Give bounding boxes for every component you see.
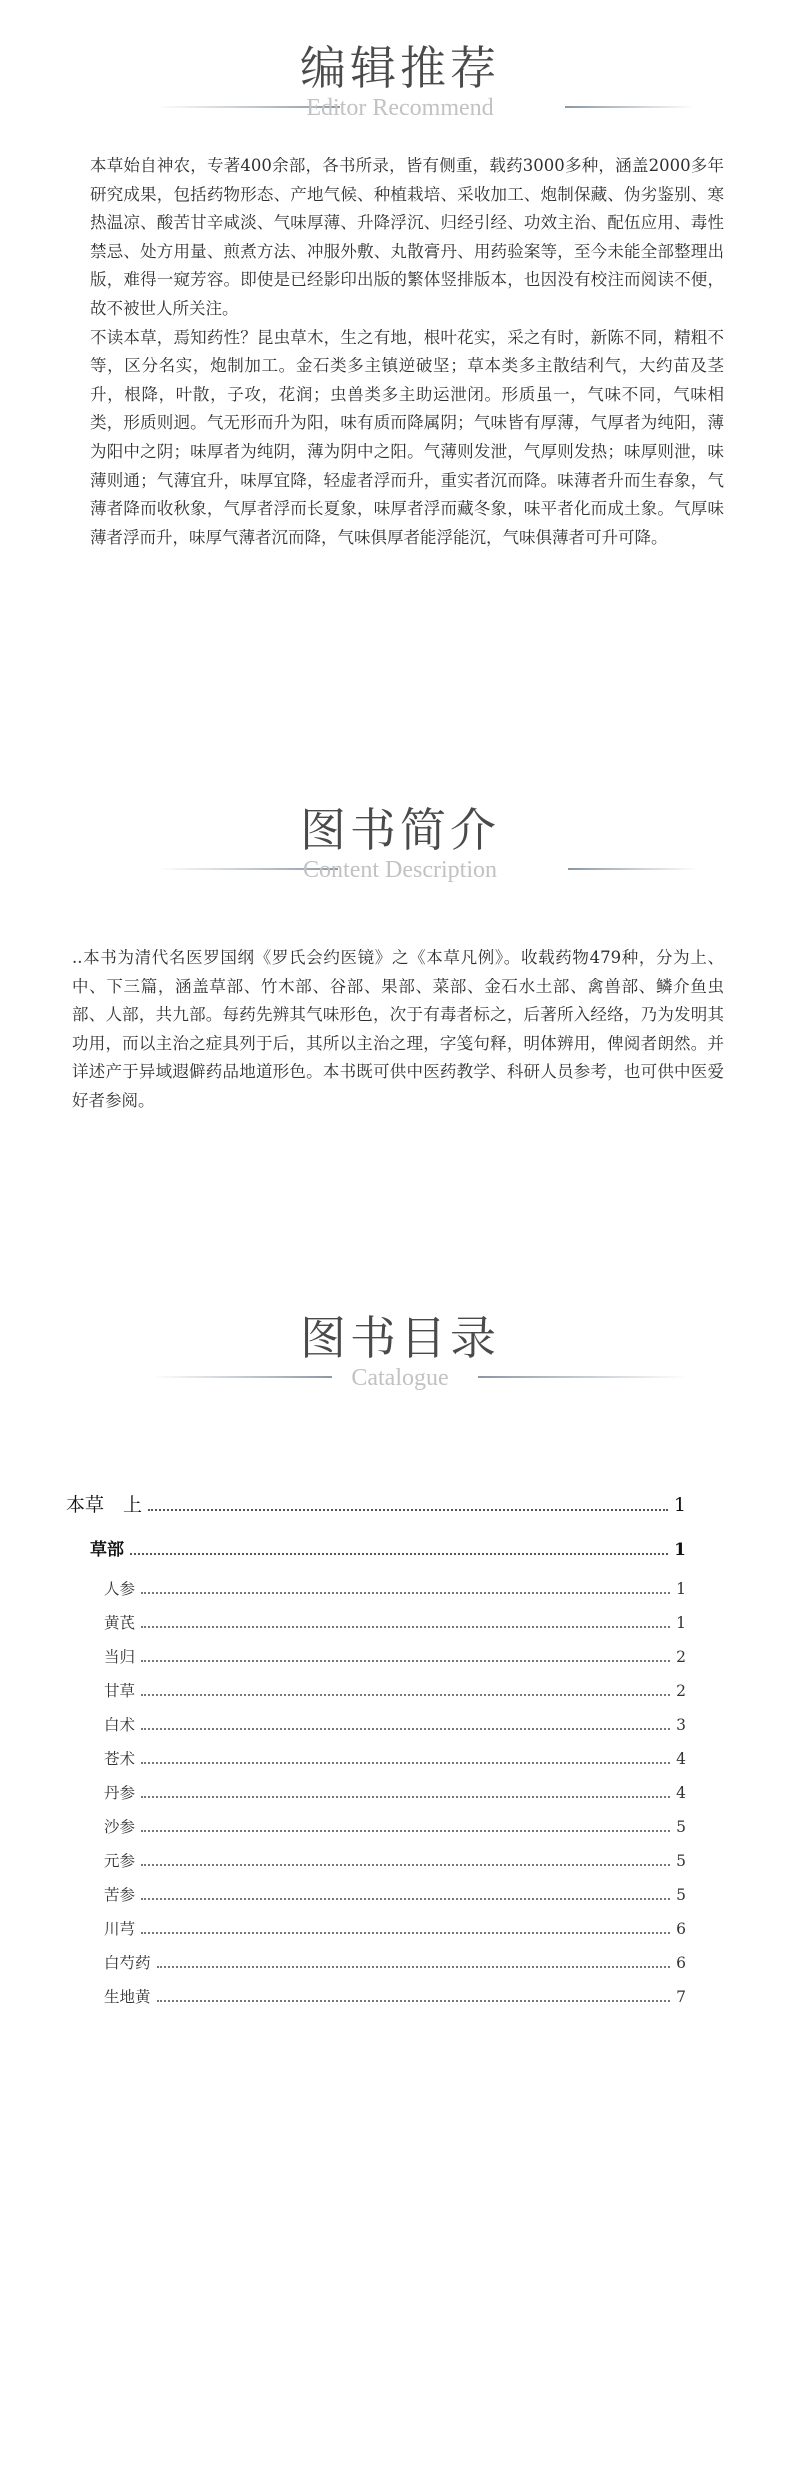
toc-entry-page: 2 (676, 1648, 686, 1666)
toc-leader-dots (148, 1509, 668, 1511)
toc-entry-title: 黄芪 (104, 1614, 136, 1632)
toc-leader-dots (157, 2000, 671, 2002)
toc-entry-page: 6 (676, 1954, 686, 1972)
editor-section-title: 编辑推荐 (300, 41, 500, 95)
toc-leader-dots (141, 1932, 670, 1934)
toc-entry-title: 人参 (104, 1580, 136, 1598)
toc-entry-page: 5 (676, 1886, 686, 1904)
toc-item-entry[interactable] (66, 1946, 686, 1980)
intro-section-title: 图书简介 (300, 803, 500, 857)
toc-section-entry[interactable] (66, 1528, 686, 1572)
intro-section-subtitle: Content Description (303, 857, 497, 883)
toc-entry-title: 川芎 (104, 1920, 136, 1938)
toc-leader-dots (141, 1796, 670, 1798)
toc-item-entry[interactable] (66, 1606, 686, 1640)
toc-entry-page: 2 (676, 1682, 686, 1700)
toc-entry-page: 5 (676, 1852, 686, 1870)
toc-leader-dots (157, 1966, 671, 1968)
toc-entry-page: 6 (676, 1920, 686, 1938)
toc-entry-page: 3 (676, 1716, 686, 1734)
toc-volume-entry[interactable] (66, 1482, 686, 1528)
toc-entry-title: 白芍药 (104, 1954, 151, 1972)
toc-entry-page: 4 (676, 1784, 686, 1802)
toc-leader-dots (141, 1660, 670, 1662)
toc-entry-title: 当归 (104, 1648, 136, 1666)
catalogue-section-header (0, 1310, 800, 1400)
toc-entry-page: 4 (676, 1750, 686, 1768)
toc-leader-dots (141, 1898, 670, 1900)
toc-entry-title: 沙参 (104, 1818, 136, 1836)
toc-leader-dots (130, 1553, 668, 1555)
toc-entry-title: 生地黄 (104, 1988, 151, 2006)
toc-item-entry[interactable] (66, 1572, 686, 1606)
toc-leader-dots (141, 1762, 670, 1764)
toc-leader-dots (141, 1728, 670, 1730)
toc-item-entry[interactable] (66, 1980, 686, 2014)
toc-entry-title: 元参 (104, 1852, 136, 1870)
toc-entry-page: 1 (674, 1540, 686, 1560)
catalogue-section-title: 图书目录 (300, 1311, 500, 1365)
intro-paragraph: ..本书为清代名医罗国纲《罗氏会约医镜》之《本草凡例》。收载药物479种，分为上、中、下三篇，涵盖草部、竹木部、谷部、果部、菜部、金石水土部、禽兽部、鳞介鱼虫部、人部，共九部。每药先辨其气味形色，次于有毒者标之，后著所入经络，乃为发明其功用，而以主治之症具列于后，其所以主治之理，字笺句释，明体辨用，俾阅者朗然。并详述产于异域遐僻药品地道形色。本书既可供中医药教学、科研人员参考，也可供中医爱好者参阅。 (72, 948, 724, 1110)
editor-paragraph-1: 本草始自神农，专著400余部，各书所录，皆有侧重，载药3000多种，涵盖2000多年研究成果，包括药物形态、产地气候、种植栽培、采收加工、炮制保藏、伪劣鉴别、寒热温凉、酸苦甘辛咸淡、气味厚薄、升降浮沉、归经引经、功效主治、配伍应用、毒性禁忌、处方用量、煎煮方法、冲服外敷、丸散膏丹、用药验案等，至今未能全部整理出版，难得一窥芳容。即使是已经影印出版的繁体竖排版本，也因没有校注而阅读不便，故不被世人所关注。 (90, 156, 724, 318)
editor-section-subtitle: Editor Recommend (306, 95, 494, 121)
toc-entry-title: 草部 (90, 1540, 124, 1560)
editor-section-header (0, 40, 800, 130)
toc-leader-dots (141, 1626, 670, 1628)
toc-item-entry[interactable] (66, 1912, 686, 1946)
toc-item-entry[interactable] (66, 1742, 686, 1776)
toc-entry-title: 甘草 (104, 1682, 136, 1700)
toc-leader-dots (141, 1830, 670, 1832)
toc-item-entry[interactable] (66, 1878, 686, 1912)
toc-entry-page: 5 (676, 1818, 686, 1836)
toc-entry-page: 7 (676, 1988, 686, 2006)
toc-entry-title: 苍术 (104, 1750, 136, 1768)
toc-entry-page: 1 (676, 1614, 686, 1632)
toc-item-entry[interactable] (66, 1844, 686, 1878)
toc-entry-page: 1 (676, 1580, 686, 1598)
table-of-contents (66, 1482, 686, 2014)
toc-item-entry[interactable] (66, 1810, 686, 1844)
editor-text (90, 152, 724, 552)
toc-entry-title: 本草 上 (66, 1494, 143, 1516)
toc-leader-dots (141, 1592, 670, 1594)
toc-entry-title: 苦参 (104, 1886, 136, 1904)
toc-item-entry[interactable] (66, 1640, 686, 1674)
toc-entry-page: 1 (673, 1494, 686, 1516)
editor-paragraph-2: 不读本草，焉知药性？昆虫草木，生之有地，根叶花实，采之有时，新陈不同，精粗不等，区分名实，炮制加工。金石类多主镇逆破坚；草本类多主散结利气，大约苗及茎升，根降，叶散，子攻，花润；虫兽类多主助运泄闭。形质虽一，气味不同，气味相类，形质则迥。气无形而升为阳，味有质而降属阴；气味皆有厚薄，气厚者为纯阳，薄为阳中之阴；味厚者为纯阴，薄为阴中之阳。气薄则发泄，气厚则发热；味厚则泄，味薄则通；气薄宜升，味厚宜降，轻虚者浮而升，重实者沉而降。味薄者升而生春象，气薄者降而收秋象，气厚者浮而长夏象，味厚者浮而藏冬象，味平者化而成土象。气厚味薄者浮而升，味厚气薄者沉而降，气味俱厚者能浮能沉，气味俱薄者可升可降。 (90, 327, 724, 547)
catalogue-section-subtitle: Catalogue (351, 1365, 449, 1391)
intro-section-header (0, 802, 800, 892)
toc-leader-dots (141, 1864, 670, 1866)
toc-item-entry[interactable] (66, 1776, 686, 1810)
toc-entry-title: 丹参 (104, 1784, 136, 1802)
toc-item-entry[interactable] (66, 1708, 686, 1742)
toc-leader-dots (141, 1694, 670, 1696)
intro-text (72, 944, 724, 1116)
toc-item-list (66, 1572, 686, 2014)
toc-item-entry[interactable] (66, 1674, 686, 1708)
toc-entry-title: 白术 (104, 1716, 136, 1734)
